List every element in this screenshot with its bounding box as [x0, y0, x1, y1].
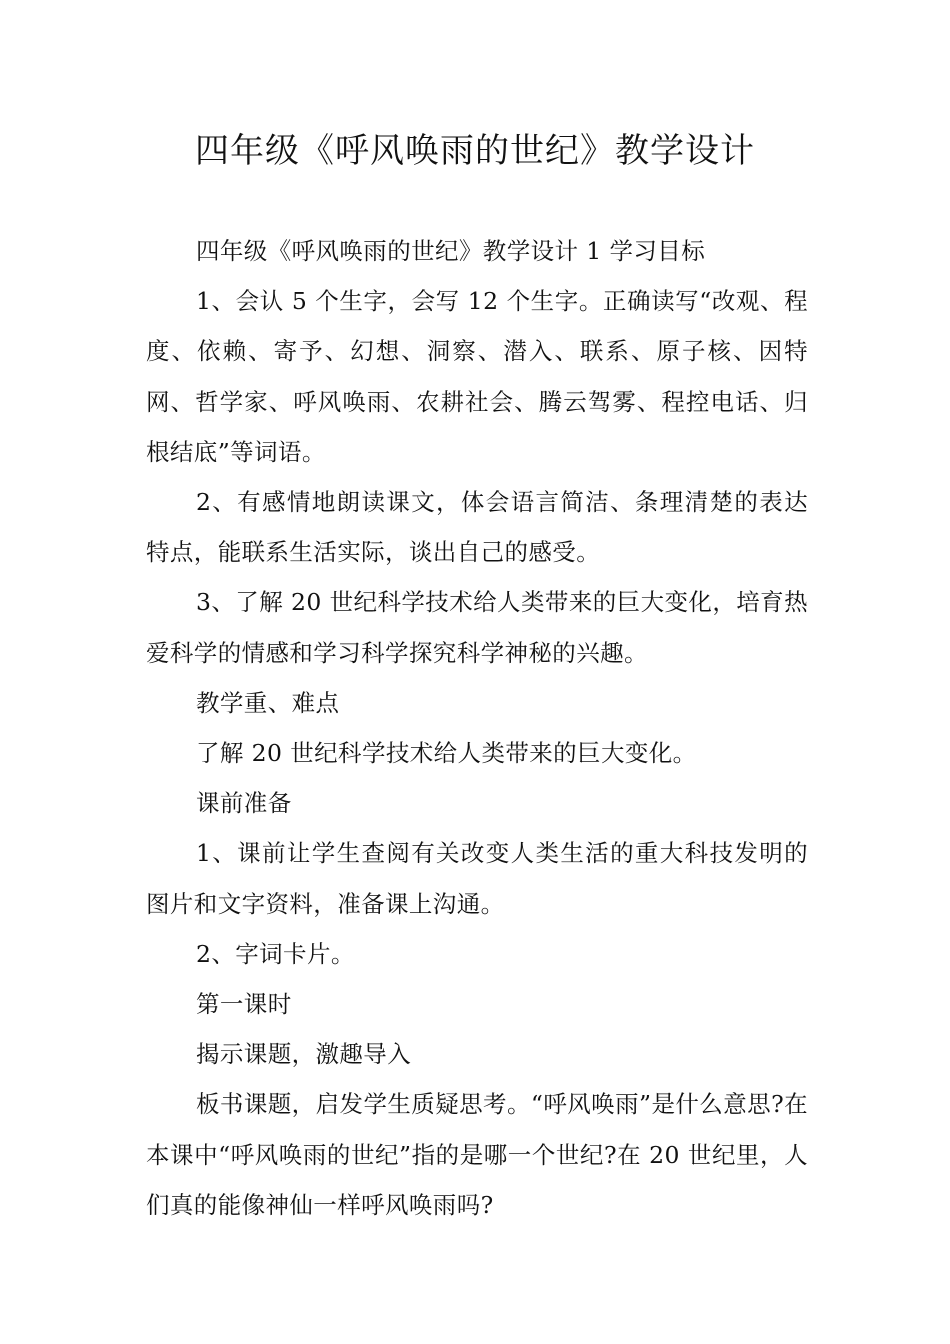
paragraph-preparation-2: 2、字词卡片。 — [196, 939, 355, 968]
heading-preparation: 课前准备 — [196, 789, 292, 818]
document-title: 四年级《呼风唤雨的世纪》教学设计 — [195, 131, 755, 171]
heading-first-lesson: 第一课时 — [196, 990, 292, 1019]
paragraph-introduction: 板书课题，启发学生质疑思考。“呼风唤雨”是什么意思?在本课中“呼风唤雨的世纪”指的是哪一个世纪?在 20 世纪里，人们真的能像神仙一样呼风唤雨吗? — [146, 1090, 808, 1219]
paragraph-intro: 四年级《呼风唤雨的世纪》教学设计 1 学习目标 — [196, 237, 706, 265]
paragraph-objective-2: 2、有感情地朗读课文，体会语言简洁、条理清楚的表达特点，能联系生活实际，谈出自己的感受。 — [146, 488, 808, 567]
document-body — [146, 226, 808, 1230]
heading-introduction: 揭示课题，激趣导入 — [196, 1040, 412, 1069]
heading-key-points: 教学重、难点 — [196, 688, 340, 717]
paragraph-key-points: 了解 20 世纪科学技术给人类带来的巨大变化。 — [196, 739, 697, 768]
paragraph-objective-3: 3、了解 20 世纪科学技术给人类带来的巨大变化，培育热爱科学的情感和学习科学探究科学神秘的兴趣。 — [146, 588, 808, 667]
paragraph-preparation-1: 1、课前让学生查阅有关改变人类生活的重大科技发明的图片和文字资料，准备课上沟通。 — [146, 839, 808, 918]
paragraph-objective-1: 1、会认 5 个生字，会写 12 个生字。正确读写“改观、程度、依赖、寄予、幻想、洞察、潜入、联系、原子核、因特网、哲学家、呼风唤雨、农耕社会、腾云驾雾、程控电话、归根结底”等词语。 — [146, 287, 808, 466]
